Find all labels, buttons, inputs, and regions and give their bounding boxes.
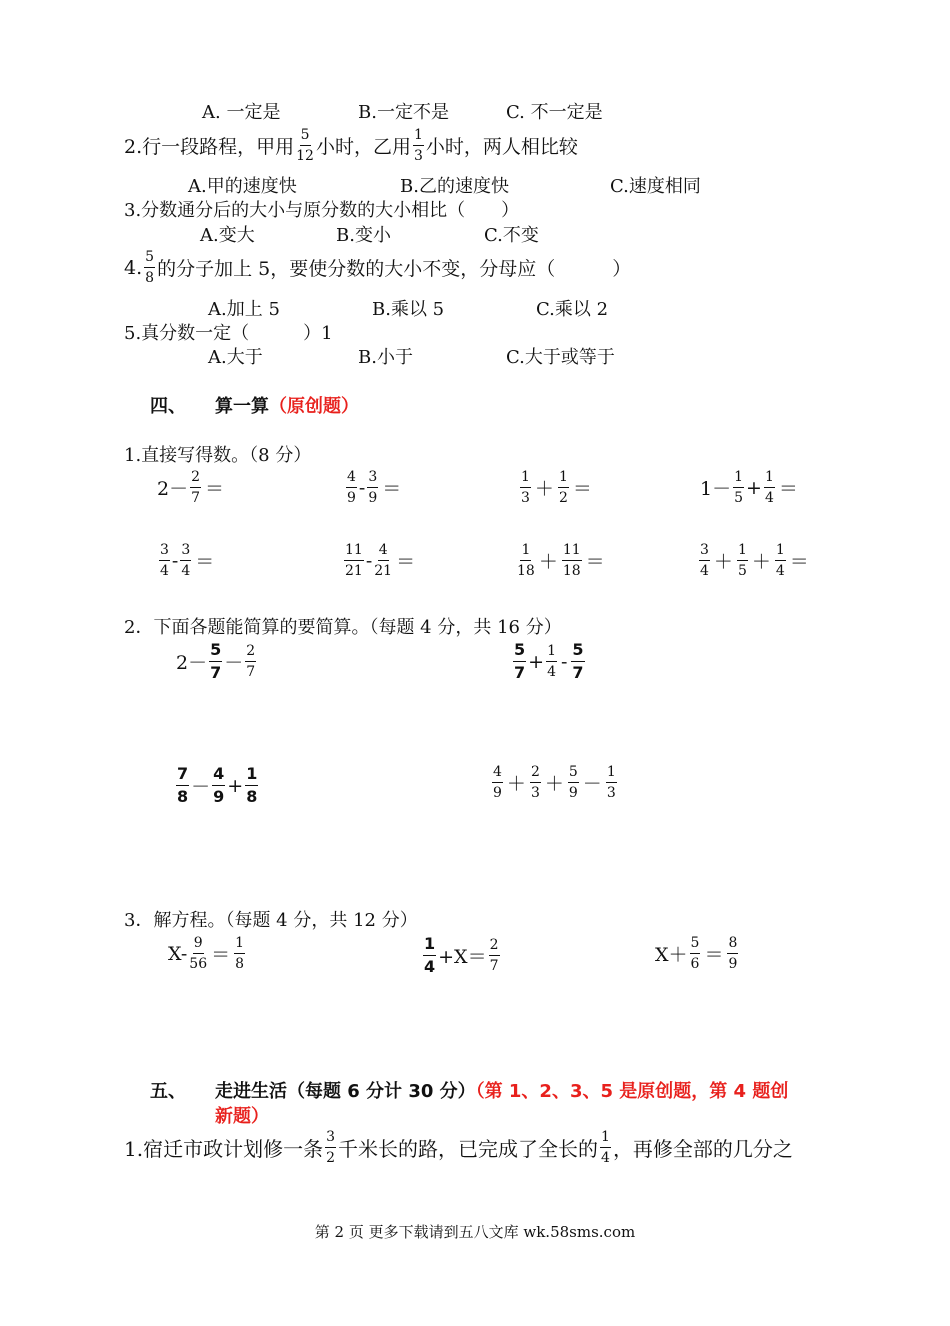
fraction: $\frac{11}{18}$ (562, 542, 581, 579)
fraction: $\frac{4}{21}$ (374, 542, 393, 579)
section5-tag: （第 1、2、3、5 是原创题，第 4 题创 (475, 1081, 789, 1102)
expr-2-1: $\frac{3}{4}$ - $\frac{3}{4}$ ＝ (160, 542, 215, 579)
fraction: $\frac{1}{3}$ (521, 469, 530, 506)
equation-2: $\frac{1}{4}$ +X＝ $\frac{2}{7}$ (424, 934, 499, 976)
fraction: $\frac{3}{4}$ (700, 542, 709, 579)
fraction: $\frac{8}{9}$ (728, 935, 738, 972)
expr-1-3: $\frac{1}{3}$ ＋ $\frac{1}{2}$ ＝ (521, 469, 592, 506)
section4-title: 算一算（原创题） (215, 396, 359, 417)
expr-1-2: $\frac{4}{9}$ - $\frac{3}{9}$ ＝ (347, 469, 402, 506)
q5-option-b: B.小于 (358, 347, 413, 368)
fraction: $\frac{1}{8}$ (246, 764, 258, 806)
section5-number: 五、 (150, 1081, 186, 1102)
fraction: $\frac{1}{4}$ (424, 934, 436, 976)
q4-option-c: C.乘以 2 (536, 299, 609, 320)
q3-option-c: C.不变 (484, 225, 539, 246)
fraction: $\frac{3}{4}$ (181, 542, 191, 579)
q2-option-c: C.速度相同 (610, 176, 701, 197)
fraction: $\frac{5}{6}$ (690, 935, 700, 972)
simplify-4: $\frac{4}{9}$ ＋ $\frac{2}{3}$ ＋ $\frac{5}{9}$ － $\frac{1}{3}$ (493, 764, 616, 801)
p2-title: 2．下面各题能简算的要简算。（每题 4 分，共 16 分） (124, 617, 562, 638)
fraction: $\frac{1}{4}$ (775, 542, 785, 579)
fraction: $\frac{1}{4}$ (547, 643, 556, 680)
q3-option-b: B.变小 (336, 225, 391, 246)
q1-option-c: C. 不一定是 (506, 102, 603, 123)
fraction: $\frac{9}{56}$ (189, 935, 208, 972)
fraction: $\frac{4}{9}$ (347, 469, 356, 506)
fraction: $\frac{1}{3}$ (413, 127, 423, 164)
simplify-1: 2－ $\frac{5}{7}$ － $\frac{2}{7}$ (176, 640, 256, 682)
fraction: $\frac{7}{8}$ (177, 764, 189, 806)
fraction: $\frac{5}{7}$ (572, 640, 584, 682)
q2-stem: 2.行一段路程，甲用 $\frac{5}{12}$ 小时，乙用 $\frac{1}{3}$ 小时，两人相比较 (124, 127, 578, 164)
p3-title: 3．解方程。（每题 4 分，共 12 分） (124, 910, 418, 931)
section4-tag: （原创题） (269, 396, 359, 417)
fraction: $\frac{2}{7}$ (191, 469, 201, 506)
fraction: $\frac{5}{7}$ (210, 640, 222, 682)
fraction: $\frac{3}{9}$ (368, 469, 378, 506)
fraction: $\frac{5}{9}$ (568, 764, 578, 801)
section5-tag-continued: 新题） (215, 1106, 269, 1127)
expr-2-2: $\frac{11}{21}$ - $\frac{4}{21}$ ＝ (345, 542, 416, 579)
q4-stem: 4. $\frac{5}{8}$ 的分子加上 5，要使分数的大小不变，分母应（ ） (124, 249, 632, 286)
fraction: $\frac{5}{12}$ (296, 127, 314, 164)
fraction: $\frac{1}{18}$ (517, 542, 535, 579)
fraction: $\frac{5}{8}$ (145, 249, 155, 286)
expr-1-1: 2－ $\frac{2}{7}$ ＝ (157, 469, 225, 506)
fraction: $\frac{1}{5}$ (734, 469, 744, 506)
fraction: $\frac{2}{7}$ (246, 643, 256, 680)
equation-3: X＋ $\frac{5}{6}$ ＝ $\frac{8}{9}$ (655, 935, 738, 972)
fraction: $\frac{1}{3}$ (606, 764, 616, 801)
simplify-3: $\frac{7}{8}$ － $\frac{4}{9}$ + $\frac{1}{8}$ (177, 764, 258, 806)
q3-option-a: A.变大 (200, 225, 255, 246)
fraction: $\frac{2}{3}$ (530, 764, 540, 801)
q2-option-b: B.乙的速度快 (400, 176, 509, 197)
page-footer: 第 2 页 更多下载请到五八文库 wk.58sms.com (314, 1223, 636, 1241)
q1-option-b: B.一定不是 (358, 102, 449, 123)
fraction: $\frac{4}{9}$ (213, 764, 225, 806)
fraction: $\frac{5}{7}$ (514, 640, 526, 682)
q5-option-a: A.大于 (208, 347, 263, 368)
simplify-2: $\frac{5}{7}$ + $\frac{1}{4}$ - $\frac{5}{7}$ (514, 640, 584, 682)
section5-title: 走进生活（每题 6 分计 30 分）（第 1、2、3、5 是原创题，第 4 题创 (215, 1081, 789, 1102)
p1-title: 1.直接写得数。（8 分） (124, 445, 312, 466)
fraction: $\frac{3}{4}$ (160, 542, 169, 579)
fraction: $\frac{1}{2}$ (558, 469, 568, 506)
q5-option-c: C.大于或等于 (506, 347, 615, 368)
q2-option-a: A.甲的速度快 (188, 176, 297, 197)
fraction: $\frac{3}{2}$ (326, 1129, 336, 1166)
q5-stem: 5.真分数一定（ ）1 (124, 323, 333, 344)
equation-1: X- $\frac{9}{56}$ ＝ $\frac{1}{8}$ (168, 935, 245, 972)
s5-q1-stem: 1.宿迁市政计划修一条 $\frac{3}{2}$ 千米长的路，已完成了全长的 $\frac{1}{4}$ ，再修全部的几分之 (124, 1129, 793, 1166)
q4-option-a: A.加上 5 (208, 299, 280, 320)
section4-number: 四、 (150, 396, 186, 417)
expr-2-4: $\frac{3}{4}$ ＋ $\frac{1}{5}$ ＋ $\frac{1}{4}$ ＝ (700, 542, 809, 579)
q1-option-a: A. 一定是 (202, 102, 281, 123)
fraction: $\frac{11}{21}$ (345, 542, 363, 579)
q4-option-b: B.乘以 5 (372, 299, 445, 320)
expr-1-4: 1－ $\frac{1}{5}$ + $\frac{1}{4}$ ＝ (700, 469, 798, 506)
fraction: $\frac{1}{5}$ (737, 542, 747, 579)
expr-2-3: $\frac{1}{18}$ ＋ $\frac{11}{18}$ ＝ (517, 542, 605, 579)
fraction: $\frac{1}{8}$ (235, 935, 245, 972)
fraction: $\frac{1}{4}$ (601, 1129, 610, 1166)
q3-stem: 3.分数通分后的大小与原分数的大小相比（ ） (124, 200, 520, 221)
fraction: $\frac{1}{4}$ (764, 469, 774, 506)
fraction: $\frac{2}{7}$ (489, 937, 499, 974)
fraction: $\frac{4}{9}$ (493, 764, 502, 801)
